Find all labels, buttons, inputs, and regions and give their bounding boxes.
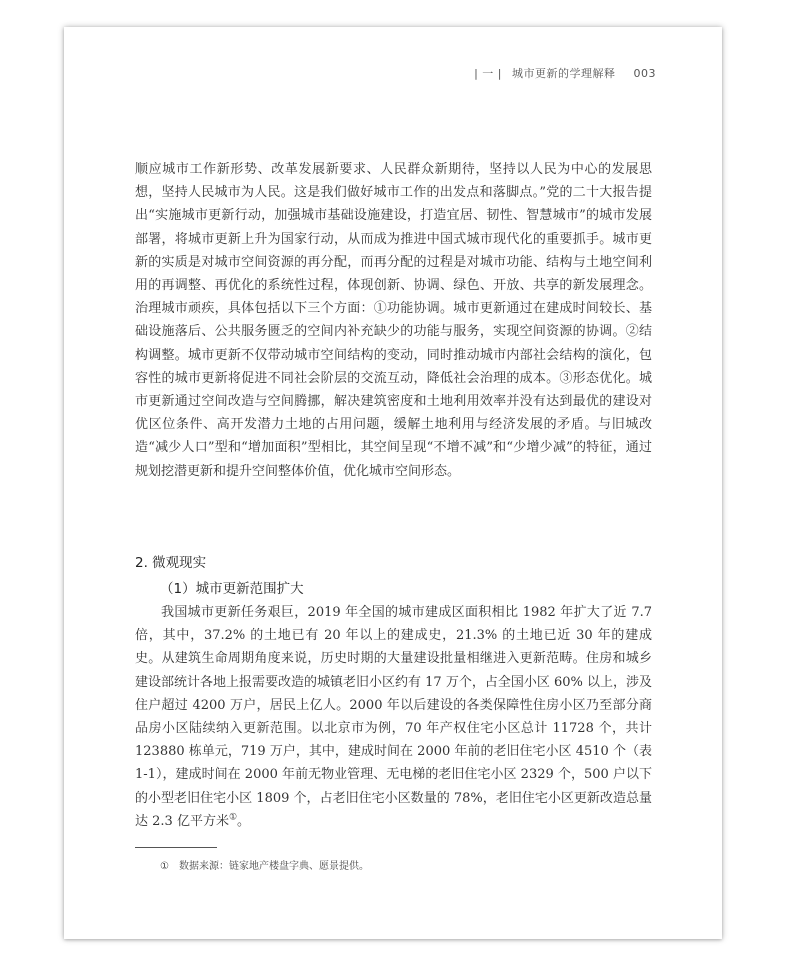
intro-paragraph-block <box>135 158 652 483</box>
running-head <box>474 65 656 81</box>
intro-paragraph: 顺应城市工作新形势、改革发展新要求、人民群众新期待，坚持以人民为中心的发展思想，坚持人民城市为人民。这是我们做好城市工作的出发点和落脚点。”党的二十大报告提出“实施城市更新行动，加强城市基础设施建设，打造宜居、韧性、智慧城市”的城市发展部署，将城市更新上升为国家行动，从而成为推进中国式城市现代化的重要抓手。城市更新的实质是对城市空间资源的再分配，而再分配的过程是对城市功能、结构与土地空间利用的再调整、再优化的系统性过程，体现创新、协调、绿色、开放、共享的新发展理念。治理城市顽疾，具体包括以下三个方面：①功能协调。城市更新通过在建成时间较长、基础设施落后、公共服务匮乏的空间内补充缺少的功能与服务，实现空间资源的协调。②结构调整。城市更新不仅带动城市空间结构的变动，同时推动城市内部社会结构的演化，包容性的城市更新将促进不同社会阶层的交流互动，降低社会治理的成本。③形态优化。城市更新通过空间改造与空间腾挪，解决建筑密度和土地利用效率并没有达到最优的建设对优区位条件、高开发潜力土地的占用问题，缓解土地利用与经济发展的矛盾。与旧城改造“减少人口”型和“增加面积”型相比，其空间呈现“不增不减”和“少增少减”的特征，通过规划挖潜更新和提升空间整体价值，优化城市空间形态。 <box>135 162 652 479</box>
section-heading: 2. 微观现实 <box>135 555 207 571</box>
running-head-section-mark: | 一 | <box>474 67 502 80</box>
section-paragraph-text: 我国城市更新任务艰巨，2019 年全国的城市建成区面积相比 1982 年扩大了近 7.7 倍，其中，37.2% 的土地已有 20 年以上的建成史，21.3% 的土地已近 30 年的建成史。从建筑生命周期角度来说，历史时期的大量建设批量相继进入更新范畴。住房和城乡建设部统计各地上报需要改造的城镇老旧小区约有 17 万个，占全国小区 60% 以上，涉及住户超过 4200 万户，居民上亿人。2000 年以后建设的各类保障性住房小区乃至部分商品房小区陆续纳入更新范围。以北京市为例，70 年产权住宅小区总计 11728 个，共计 123880 栋单元，719 万户，其中，建成时间在 2000 年前的老旧住宅小区 4510 个（表 1-1），建成时间在 2000 年前无物业管理、无电梯的老旧住宅小区 2329 个，500 户以下的小型老旧住宅小区 1809 个，占老旧住宅小区数量的 78%，老旧住宅小区更新改造总量达 2.3 亿平方米 <box>135 605 652 829</box>
section-subheading: （1）城市更新范围扩大 <box>160 581 304 597</box>
footnote-reference[interactable]: ① <box>228 812 238 823</box>
footnote-text: 数据来源：链家地产楼盘字典、愿景提供。 <box>178 861 369 872</box>
footnote-mark: ① <box>160 861 169 872</box>
section-paragraph-block <box>135 601 652 833</box>
footnote-divider <box>135 847 217 848</box>
page-number: 003 <box>633 67 656 80</box>
book-page <box>64 27 722 939</box>
footnote <box>160 857 369 872</box>
section-paragraph: 我国城市更新任务艰巨，2019 年全国的城市建成区面积相比 1982 年扩大了近 7.7 倍，其中，37.2% 的土地已有 20 年以上的建成史，21.3% 的土地已近 30 年的建成史。从建筑生命周期角度来说，历史时期的大量建设批量相继进入更新范畴。住房和城乡建设部统计各地上报需要改造的城镇老旧小区约有 17 万个，占全国小区 60% 以上，涉及住户超过 4200 万户，居民上亿人。2000 年以后建设的各类保障性住房小区乃至部分商品房小区陆续纳入更新范围。以北京市为例，70 年产权住宅小区总计 11728 个，共计 123880 栋单元，719 万户，其中，建成时间在 2000 年前的老旧住宅小区 4510 个（表 1-1），建成时间在 2000 年前无物业管理、无电梯的老旧住宅小区 2329 个，500 户以下的小型老旧住宅小区 1809 个，占老旧住宅小区数量的 78%，老旧住宅小区更新改造总量达 2.3 亿平方米①。 <box>135 605 652 829</box>
running-head-title: 城市更新的学理解释 <box>512 67 616 80</box>
